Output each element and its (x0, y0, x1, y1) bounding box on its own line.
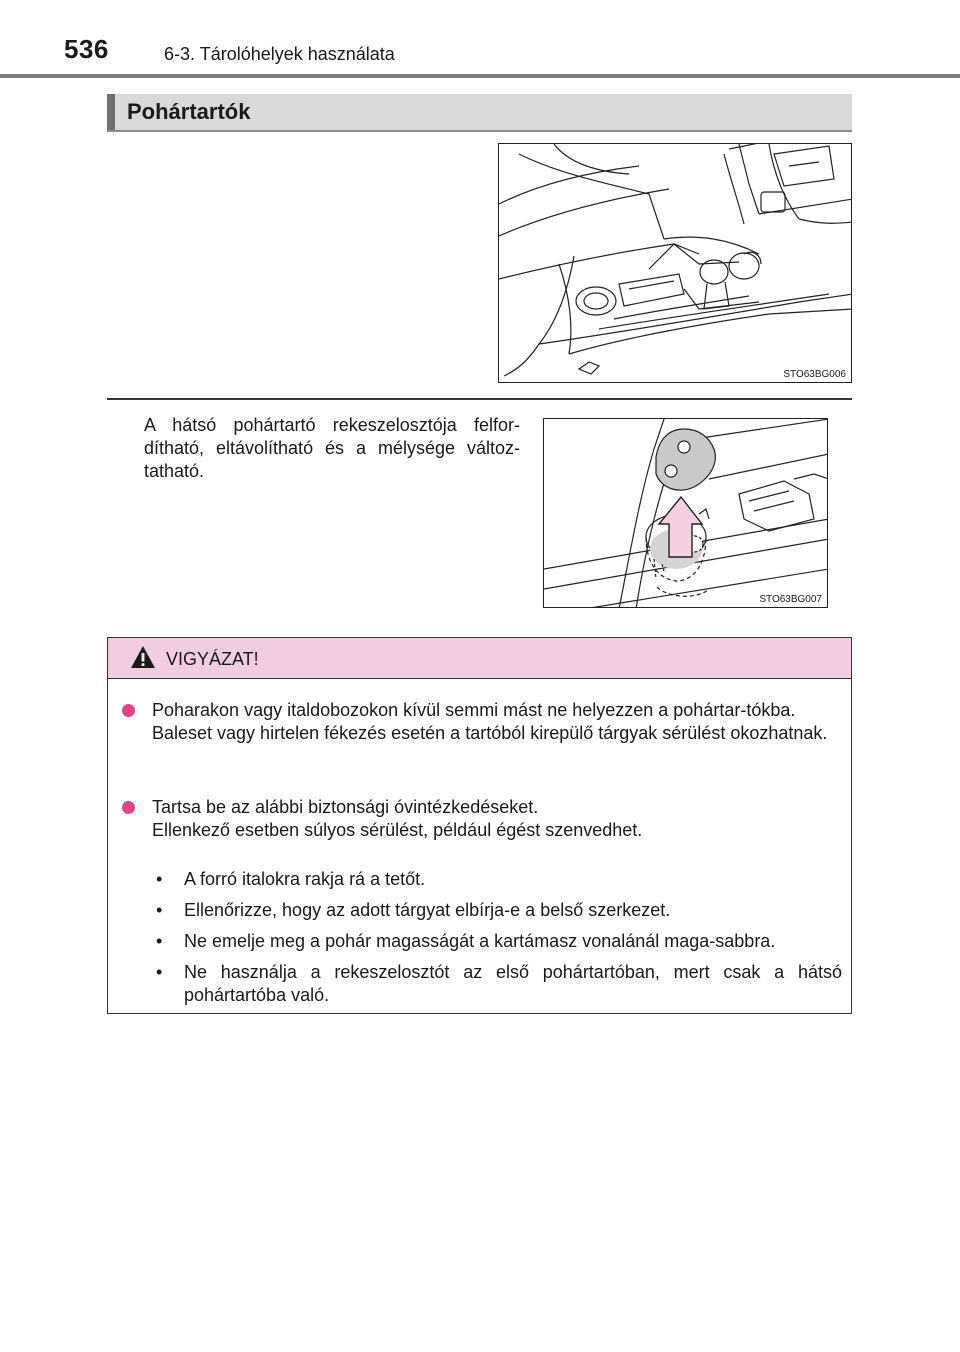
section-divider (107, 398, 852, 400)
list-item (122, 961, 842, 1007)
caution-bullet-line: Tartsa be az alábbi biztonsági óvintézkedéseket. (152, 797, 539, 817)
bullet-icon: • (156, 900, 163, 920)
caution-bullet (122, 699, 842, 745)
caution-bullet-line: Ellenkező esetben súlyos sérülést, például égést szenvedhet. (152, 820, 643, 840)
list-item (122, 930, 842, 953)
description-text: A hátsó pohártartó rekeszelosztója felfor-dítható, eltávolítható és a mélysége változ-tatható. (144, 415, 520, 481)
list-item-text: A forró italokra rakja rá a tetőt. (184, 869, 426, 889)
list-item (122, 868, 842, 891)
bullet-icon: • (156, 931, 163, 951)
list-item-text: Ne emelje meg a pohár magasságát a kartámasz vonalánál maga-sabbra. (184, 931, 776, 951)
page-number: 536 (64, 34, 109, 64)
caution-sublist (122, 868, 842, 1015)
chapter-title: 6-3. Tárolóhelyek használata (164, 44, 395, 64)
caution-bullet-line: Poharakon vagy italdobozokon kívül semmi mást ne helyezzen a pohártar-tókba. (152, 700, 796, 720)
warning-triangle-icon (130, 645, 156, 669)
section-title: Pohártartók (127, 99, 251, 124)
caution-box (107, 637, 852, 1014)
caution-title: VIGYÁZAT! (166, 649, 259, 669)
bullet-icon: • (156, 962, 163, 982)
list-item (122, 899, 842, 922)
console-illustration (499, 144, 852, 383)
figure-code: STO63BG007 (759, 594, 822, 605)
list-item-text: Ne használja a rekeszelosztót az első pohártartóban, mert csak a hátsó pohártartóba való. (184, 962, 842, 1005)
figure-cupholder-divider (543, 418, 828, 608)
header-rule (0, 74, 960, 78)
caution-bullet (122, 796, 842, 842)
bullet-icon: • (156, 869, 163, 889)
section-heading-bar (107, 94, 852, 130)
list-item-text: Ellenőrizze, hogy az adott tárgyat elbírja-e a belső szerkezet. (184, 900, 671, 920)
caution-header (108, 638, 851, 679)
figure-code: STO63BG006 (783, 369, 846, 380)
section-underline (107, 130, 852, 132)
bullet-dot-icon (122, 801, 135, 814)
caution-bullet-line: Baleset vagy hirtelen fékezés esetén a tartóból kirepülő tárgyak sérülést okozhatnak. (152, 723, 828, 743)
bullet-dot-icon (122, 704, 135, 717)
figure-console-cupholders (498, 143, 852, 383)
divider-illustration (544, 419, 828, 608)
